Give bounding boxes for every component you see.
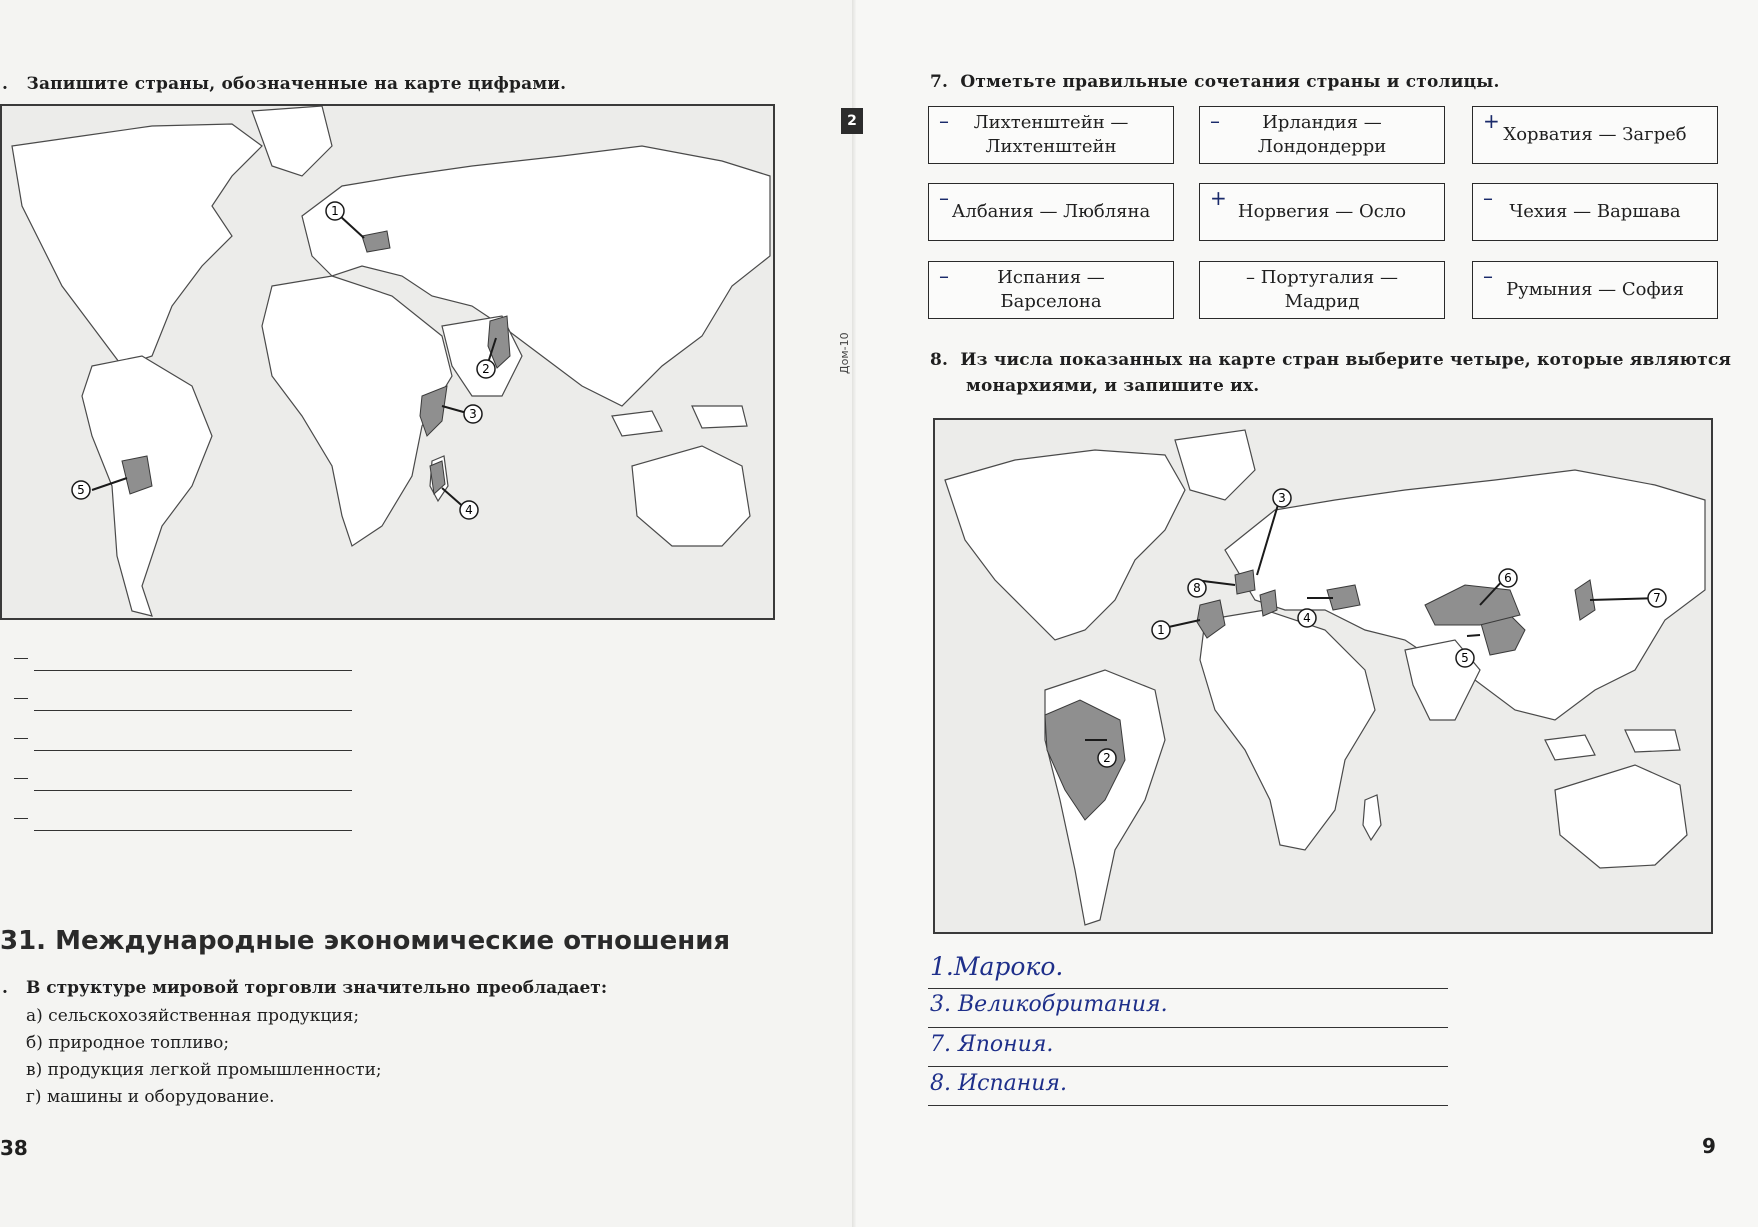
option-a[interactable]: а) сельскохозяйственная продукция; bbox=[26, 1006, 360, 1026]
answer-dash bbox=[14, 658, 28, 659]
svg-text:6: 6 bbox=[1504, 571, 1512, 585]
svg-text:1: 1 bbox=[331, 204, 339, 218]
option-d[interactable]: г) машины и оборудование. bbox=[26, 1087, 275, 1107]
svg-text:8: 8 bbox=[1193, 581, 1201, 595]
svg-text:7: 7 bbox=[1653, 591, 1661, 605]
answer-line[interactable] bbox=[34, 750, 352, 751]
option-b[interactable]: б) природное топливо; bbox=[26, 1033, 230, 1053]
world-map-right-graphic bbox=[935, 420, 1711, 932]
map-marker bbox=[460, 501, 478, 519]
map-marker bbox=[1188, 579, 1206, 597]
svg-text:1: 1 bbox=[1157, 623, 1165, 637]
pair-option[interactable]: – Лихтенштейн — Лихтенштейн bbox=[928, 106, 1174, 164]
answer-dash bbox=[14, 818, 28, 819]
check-mark: – bbox=[1483, 264, 1493, 288]
pair-option[interactable]: – Испания — Барселона bbox=[928, 261, 1174, 319]
level-badge: 2 bbox=[841, 108, 863, 134]
page-number-left: 38 bbox=[0, 1136, 28, 1160]
side-code: Дом-10 bbox=[838, 332, 851, 374]
map-marker bbox=[477, 360, 495, 378]
svg-text:2: 2 bbox=[1103, 751, 1111, 765]
world-map-left-graphic bbox=[2, 106, 773, 618]
handwritten-answer: 3. Великобритания. bbox=[930, 992, 1168, 1017]
check-mark: + bbox=[1210, 186, 1227, 210]
answer-line[interactable] bbox=[928, 1105, 1448, 1106]
check-mark: – bbox=[939, 109, 949, 133]
question-8-heading: 8. Из числа показанных на карте стран выберите четыре, которые являются bbox=[930, 350, 1732, 370]
answer-line[interactable] bbox=[34, 710, 352, 711]
section-title: 31. Международные экономические отношения bbox=[0, 926, 731, 956]
answer-dash bbox=[14, 738, 28, 739]
pair-option[interactable]: – Португалия — Мадрид bbox=[1199, 261, 1445, 319]
map-marker bbox=[1456, 649, 1474, 667]
map-marker bbox=[1273, 489, 1291, 507]
answer-line[interactable] bbox=[928, 1066, 1448, 1067]
option-c[interactable]: в) продукция легкой промышленности; bbox=[26, 1060, 382, 1080]
svg-text:5: 5 bbox=[77, 483, 85, 497]
answer-dash bbox=[14, 698, 28, 699]
world-map-left bbox=[0, 104, 775, 620]
svg-text:4: 4 bbox=[465, 503, 473, 517]
map-marker bbox=[72, 481, 90, 499]
question-heading: . Запишите страны, обозначенные на карте цифрами. bbox=[2, 74, 567, 94]
handwritten-answer: 8. Испания. bbox=[930, 1071, 1067, 1096]
handwritten-answer: 1.Мароко. bbox=[930, 952, 1064, 981]
map-marker bbox=[464, 405, 482, 423]
pair-option[interactable]: + Хорватия — Загреб bbox=[1472, 106, 1718, 164]
answer-line[interactable] bbox=[928, 1027, 1448, 1028]
svg-text:5: 5 bbox=[1461, 651, 1469, 665]
map-marker bbox=[1098, 749, 1116, 767]
page-number-right: 9 bbox=[1702, 1134, 1716, 1158]
svg-text:3: 3 bbox=[1278, 491, 1286, 505]
pair-option[interactable]: – Ирландия — Лондондерри bbox=[1199, 106, 1445, 164]
pair-option[interactable]: – Румыния — София bbox=[1472, 261, 1718, 319]
answer-line[interactable] bbox=[34, 670, 352, 671]
world-map-right bbox=[933, 418, 1713, 934]
question-7-heading: 7. Отметьте правильные сочетания страны и столицы. bbox=[930, 72, 1500, 92]
pair-option[interactable]: – Албания — Любляна bbox=[928, 183, 1174, 241]
pair-option[interactable]: + Норвегия — Осло bbox=[1199, 183, 1445, 241]
answer-dash bbox=[14, 778, 28, 779]
question-1: . В структуре мировой торговли значительно преобладает: bbox=[2, 978, 608, 998]
map-marker bbox=[1499, 569, 1517, 587]
map-marker bbox=[1152, 621, 1170, 639]
svg-text:4: 4 bbox=[1303, 611, 1311, 625]
check-mark: – bbox=[1210, 109, 1220, 133]
svg-text:2: 2 bbox=[482, 362, 490, 376]
check-mark: – bbox=[1483, 186, 1493, 210]
check-mark: – bbox=[939, 186, 949, 210]
answer-line[interactable] bbox=[34, 830, 352, 831]
answer-line[interactable] bbox=[34, 790, 352, 791]
check-mark: – bbox=[939, 264, 949, 288]
pair-option[interactable]: – Чехия — Варшава bbox=[1472, 183, 1718, 241]
map-marker bbox=[326, 202, 344, 220]
check-mark: + bbox=[1483, 109, 1500, 133]
map-marker bbox=[1648, 589, 1666, 607]
svg-text:3: 3 bbox=[469, 407, 477, 421]
handwritten-answer: 7. Япония. bbox=[930, 1032, 1054, 1057]
map-marker bbox=[1298, 609, 1316, 627]
question-8-heading-cont: монархиями, и запишите их. bbox=[966, 376, 1260, 396]
answer-line[interactable] bbox=[928, 988, 1448, 989]
